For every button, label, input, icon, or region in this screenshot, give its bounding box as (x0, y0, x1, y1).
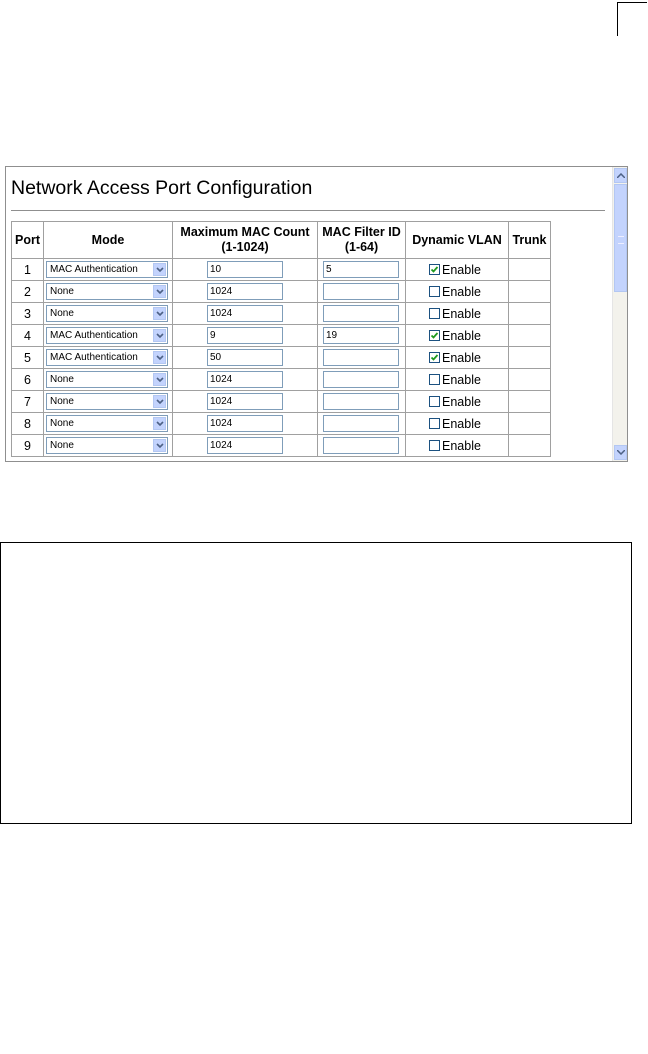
mode-cell (44, 303, 173, 325)
chevron-down-icon (156, 443, 164, 449)
mode-select-value: None (50, 286, 74, 297)
dynamic-vlan-cell (406, 347, 509, 369)
port-number: 8 (12, 413, 44, 435)
port-number: 7 (12, 391, 44, 413)
max-mac-cell (173, 325, 318, 347)
arrow-down-icon (617, 450, 625, 455)
dynamic-vlan-checkbox[interactable] (429, 352, 440, 363)
mac-filter-id-input[interactable] (323, 371, 399, 388)
mode-select-value: None (50, 308, 74, 319)
max-mac-count-input[interactable]: 1024 (207, 371, 283, 388)
table-row (12, 303, 551, 325)
max-mac-cell (173, 347, 318, 369)
col-header-port: Port (12, 222, 44, 259)
dynamic-vlan-cell (406, 413, 509, 435)
max-mac-count-input[interactable]: 1024 (207, 283, 283, 300)
mode-select[interactable] (46, 393, 168, 410)
dropdown-button[interactable] (153, 307, 166, 320)
chevron-down-icon (156, 333, 164, 339)
col-header-trunk: Trunk (509, 222, 551, 259)
trunk-cell (509, 325, 551, 347)
enable-label: Enable (442, 372, 481, 387)
mode-cell (44, 391, 173, 413)
dropdown-button[interactable] (153, 263, 166, 276)
dynamic-vlan-control (406, 351, 508, 365)
trunk-cell (509, 281, 551, 303)
col-header-max-mac-line2: (1-1024) (221, 240, 269, 254)
mode-select[interactable] (46, 305, 168, 322)
trunk-cell (509, 303, 551, 325)
dynamic-vlan-cell (406, 259, 509, 281)
mode-cell (44, 281, 173, 303)
max-mac-count-input[interactable]: 50 (207, 349, 283, 366)
max-mac-cell (173, 259, 318, 281)
dynamic-vlan-cell (406, 303, 509, 325)
dynamic-vlan-control (406, 417, 508, 431)
enable-label: Enable (442, 328, 481, 343)
filter-id-cell (318, 413, 406, 435)
trunk-cell (509, 413, 551, 435)
col-header-dynamic-vlan: Dynamic VLAN (406, 222, 509, 259)
chevron-down-icon (156, 377, 164, 383)
col-header-max-mac (173, 222, 318, 259)
mode-select-value: MAC Authentication (50, 352, 138, 363)
max-mac-count-input[interactable]: 9 (207, 327, 283, 344)
port-number: 3 (12, 303, 44, 325)
dynamic-vlan-control (406, 263, 508, 277)
page-title: Network Access Port Configuration (11, 177, 313, 199)
max-mac-count-input[interactable]: 1024 (207, 393, 283, 410)
dynamic-vlan-control (406, 307, 508, 321)
dynamic-vlan-checkbox[interactable] (429, 286, 440, 297)
trunk-cell (509, 369, 551, 391)
port-number: 4 (12, 325, 44, 347)
table-row (12, 391, 551, 413)
mac-filter-id-input[interactable] (323, 283, 399, 300)
max-mac-count-input[interactable]: 1024 (207, 437, 283, 454)
port-number: 6 (12, 369, 44, 391)
mac-filter-id-input[interactable] (323, 349, 399, 366)
table-row (12, 259, 551, 281)
chevron-down-icon (156, 311, 164, 317)
scroll-up-button[interactable] (614, 168, 627, 183)
scroll-grip-icon (618, 236, 624, 244)
mode-select[interactable] (46, 415, 168, 432)
table-row (12, 347, 551, 369)
max-mac-count-input[interactable]: 10 (207, 261, 283, 278)
col-header-filter-id-line1: MAC Filter ID (322, 225, 401, 239)
dropdown-button[interactable] (153, 395, 166, 408)
title-divider (11, 210, 605, 211)
mac-filter-id-input[interactable] (323, 415, 399, 432)
col-header-mode: Mode (44, 222, 173, 259)
mode-cell (44, 259, 173, 281)
chevron-down-icon (156, 421, 164, 427)
table-row (12, 325, 551, 347)
filter-id-cell (318, 281, 406, 303)
enable-label: Enable (442, 306, 481, 321)
filter-id-cell (318, 435, 406, 457)
vertical-scrollbar[interactable] (612, 167, 627, 461)
dropdown-button[interactable] (153, 351, 166, 364)
max-mac-count-input[interactable]: 1024 (207, 415, 283, 432)
trunk-cell (509, 347, 551, 369)
dynamic-vlan-control (406, 373, 508, 387)
trunk-cell (509, 435, 551, 457)
config-window (5, 166, 628, 462)
table-body (12, 259, 551, 457)
dynamic-vlan-control (406, 329, 508, 343)
mode-cell (44, 369, 173, 391)
page-corner-mark (617, 2, 647, 36)
dynamic-vlan-cell (406, 325, 509, 347)
mac-filter-id-input[interactable] (323, 437, 399, 454)
mac-filter-id-input[interactable]: 19 (323, 327, 399, 344)
enable-label: Enable (442, 262, 481, 277)
port-number: 2 (12, 281, 44, 303)
mac-filter-id-input[interactable] (323, 393, 399, 410)
table-header-row (12, 222, 551, 259)
max-mac-cell (173, 435, 318, 457)
mode-select[interactable] (46, 261, 168, 278)
dropdown-button[interactable] (153, 373, 166, 386)
dynamic-vlan-cell (406, 391, 509, 413)
filter-id-cell (318, 325, 406, 347)
mode-cell (44, 347, 173, 369)
mode-select[interactable] (46, 437, 168, 454)
chevron-down-icon (156, 399, 164, 405)
filter-id-cell (318, 369, 406, 391)
mode-select-value: None (50, 374, 74, 385)
table-row (12, 369, 551, 391)
dynamic-vlan-checkbox[interactable] (429, 330, 440, 341)
max-mac-count-input[interactable]: 1024 (207, 305, 283, 322)
dynamic-vlan-checkbox[interactable] (429, 308, 440, 319)
config-content (6, 167, 611, 461)
col-header-filter-id (318, 222, 406, 259)
enable-label: Enable (442, 438, 481, 453)
dynamic-vlan-cell (406, 369, 509, 391)
mode-select-value: None (50, 396, 74, 407)
table-row (12, 435, 551, 457)
port-number: 5 (12, 347, 44, 369)
mode-select[interactable] (46, 327, 168, 344)
mac-filter-id-input[interactable] (323, 305, 399, 322)
chevron-down-icon (156, 355, 164, 361)
dropdown-button[interactable] (153, 439, 166, 452)
table-row (12, 281, 551, 303)
mode-select-value: MAC Authentication (50, 264, 138, 275)
filter-id-cell (318, 347, 406, 369)
mode-cell (44, 435, 173, 457)
filter-id-cell (318, 303, 406, 325)
enable-label: Enable (442, 350, 481, 365)
col-header-filter-id-line2: (1-64) (344, 240, 379, 254)
trunk-cell (509, 391, 551, 413)
enable-label: Enable (442, 284, 481, 299)
mode-select[interactable] (46, 283, 168, 300)
dropdown-button[interactable] (153, 329, 166, 342)
mode-select-value: None (50, 440, 74, 451)
filter-id-cell (318, 391, 406, 413)
mode-cell (44, 325, 173, 347)
port-number: 9 (12, 435, 44, 457)
dropdown-button[interactable] (153, 285, 166, 298)
max-mac-cell (173, 281, 318, 303)
scroll-down-button[interactable] (614, 445, 627, 460)
enable-label: Enable (442, 416, 481, 431)
mode-select[interactable] (46, 349, 168, 366)
filter-id-cell (318, 259, 406, 281)
arrow-up-icon (617, 173, 625, 178)
scroll-thumb[interactable] (614, 184, 627, 292)
mac-filter-id-input[interactable]: 5 (323, 261, 399, 278)
max-mac-cell (173, 303, 318, 325)
port-config-table (11, 221, 551, 457)
dynamic-vlan-cell (406, 281, 509, 303)
max-mac-cell (173, 413, 318, 435)
max-mac-cell (173, 391, 318, 413)
dynamic-vlan-checkbox[interactable] (429, 374, 440, 385)
mode-select-value: MAC Authentication (50, 330, 138, 341)
chevron-down-icon (156, 289, 164, 295)
mode-select-value: None (50, 418, 74, 429)
check-icon (430, 353, 439, 362)
check-icon (430, 331, 439, 340)
dynamic-vlan-checkbox[interactable] (429, 440, 440, 451)
col-header-max-mac-line1: Maximum MAC Count (180, 225, 310, 239)
table-row (12, 413, 551, 435)
trunk-cell (509, 259, 551, 281)
mode-cell (44, 413, 173, 435)
dynamic-vlan-control (406, 285, 508, 299)
dynamic-vlan-cell (406, 435, 509, 457)
cli-example-box (0, 542, 632, 824)
dynamic-vlan-checkbox[interactable] (429, 396, 440, 407)
max-mac-cell (173, 369, 318, 391)
dynamic-vlan-checkbox[interactable] (429, 264, 440, 275)
check-icon (430, 265, 439, 274)
chevron-down-icon (156, 267, 164, 273)
dropdown-button[interactable] (153, 417, 166, 430)
port-number: 1 (12, 259, 44, 281)
enable-label: Enable (442, 394, 481, 409)
dynamic-vlan-checkbox[interactable] (429, 418, 440, 429)
dynamic-vlan-control (406, 395, 508, 409)
dynamic-vlan-control (406, 439, 508, 453)
mode-select[interactable] (46, 371, 168, 388)
